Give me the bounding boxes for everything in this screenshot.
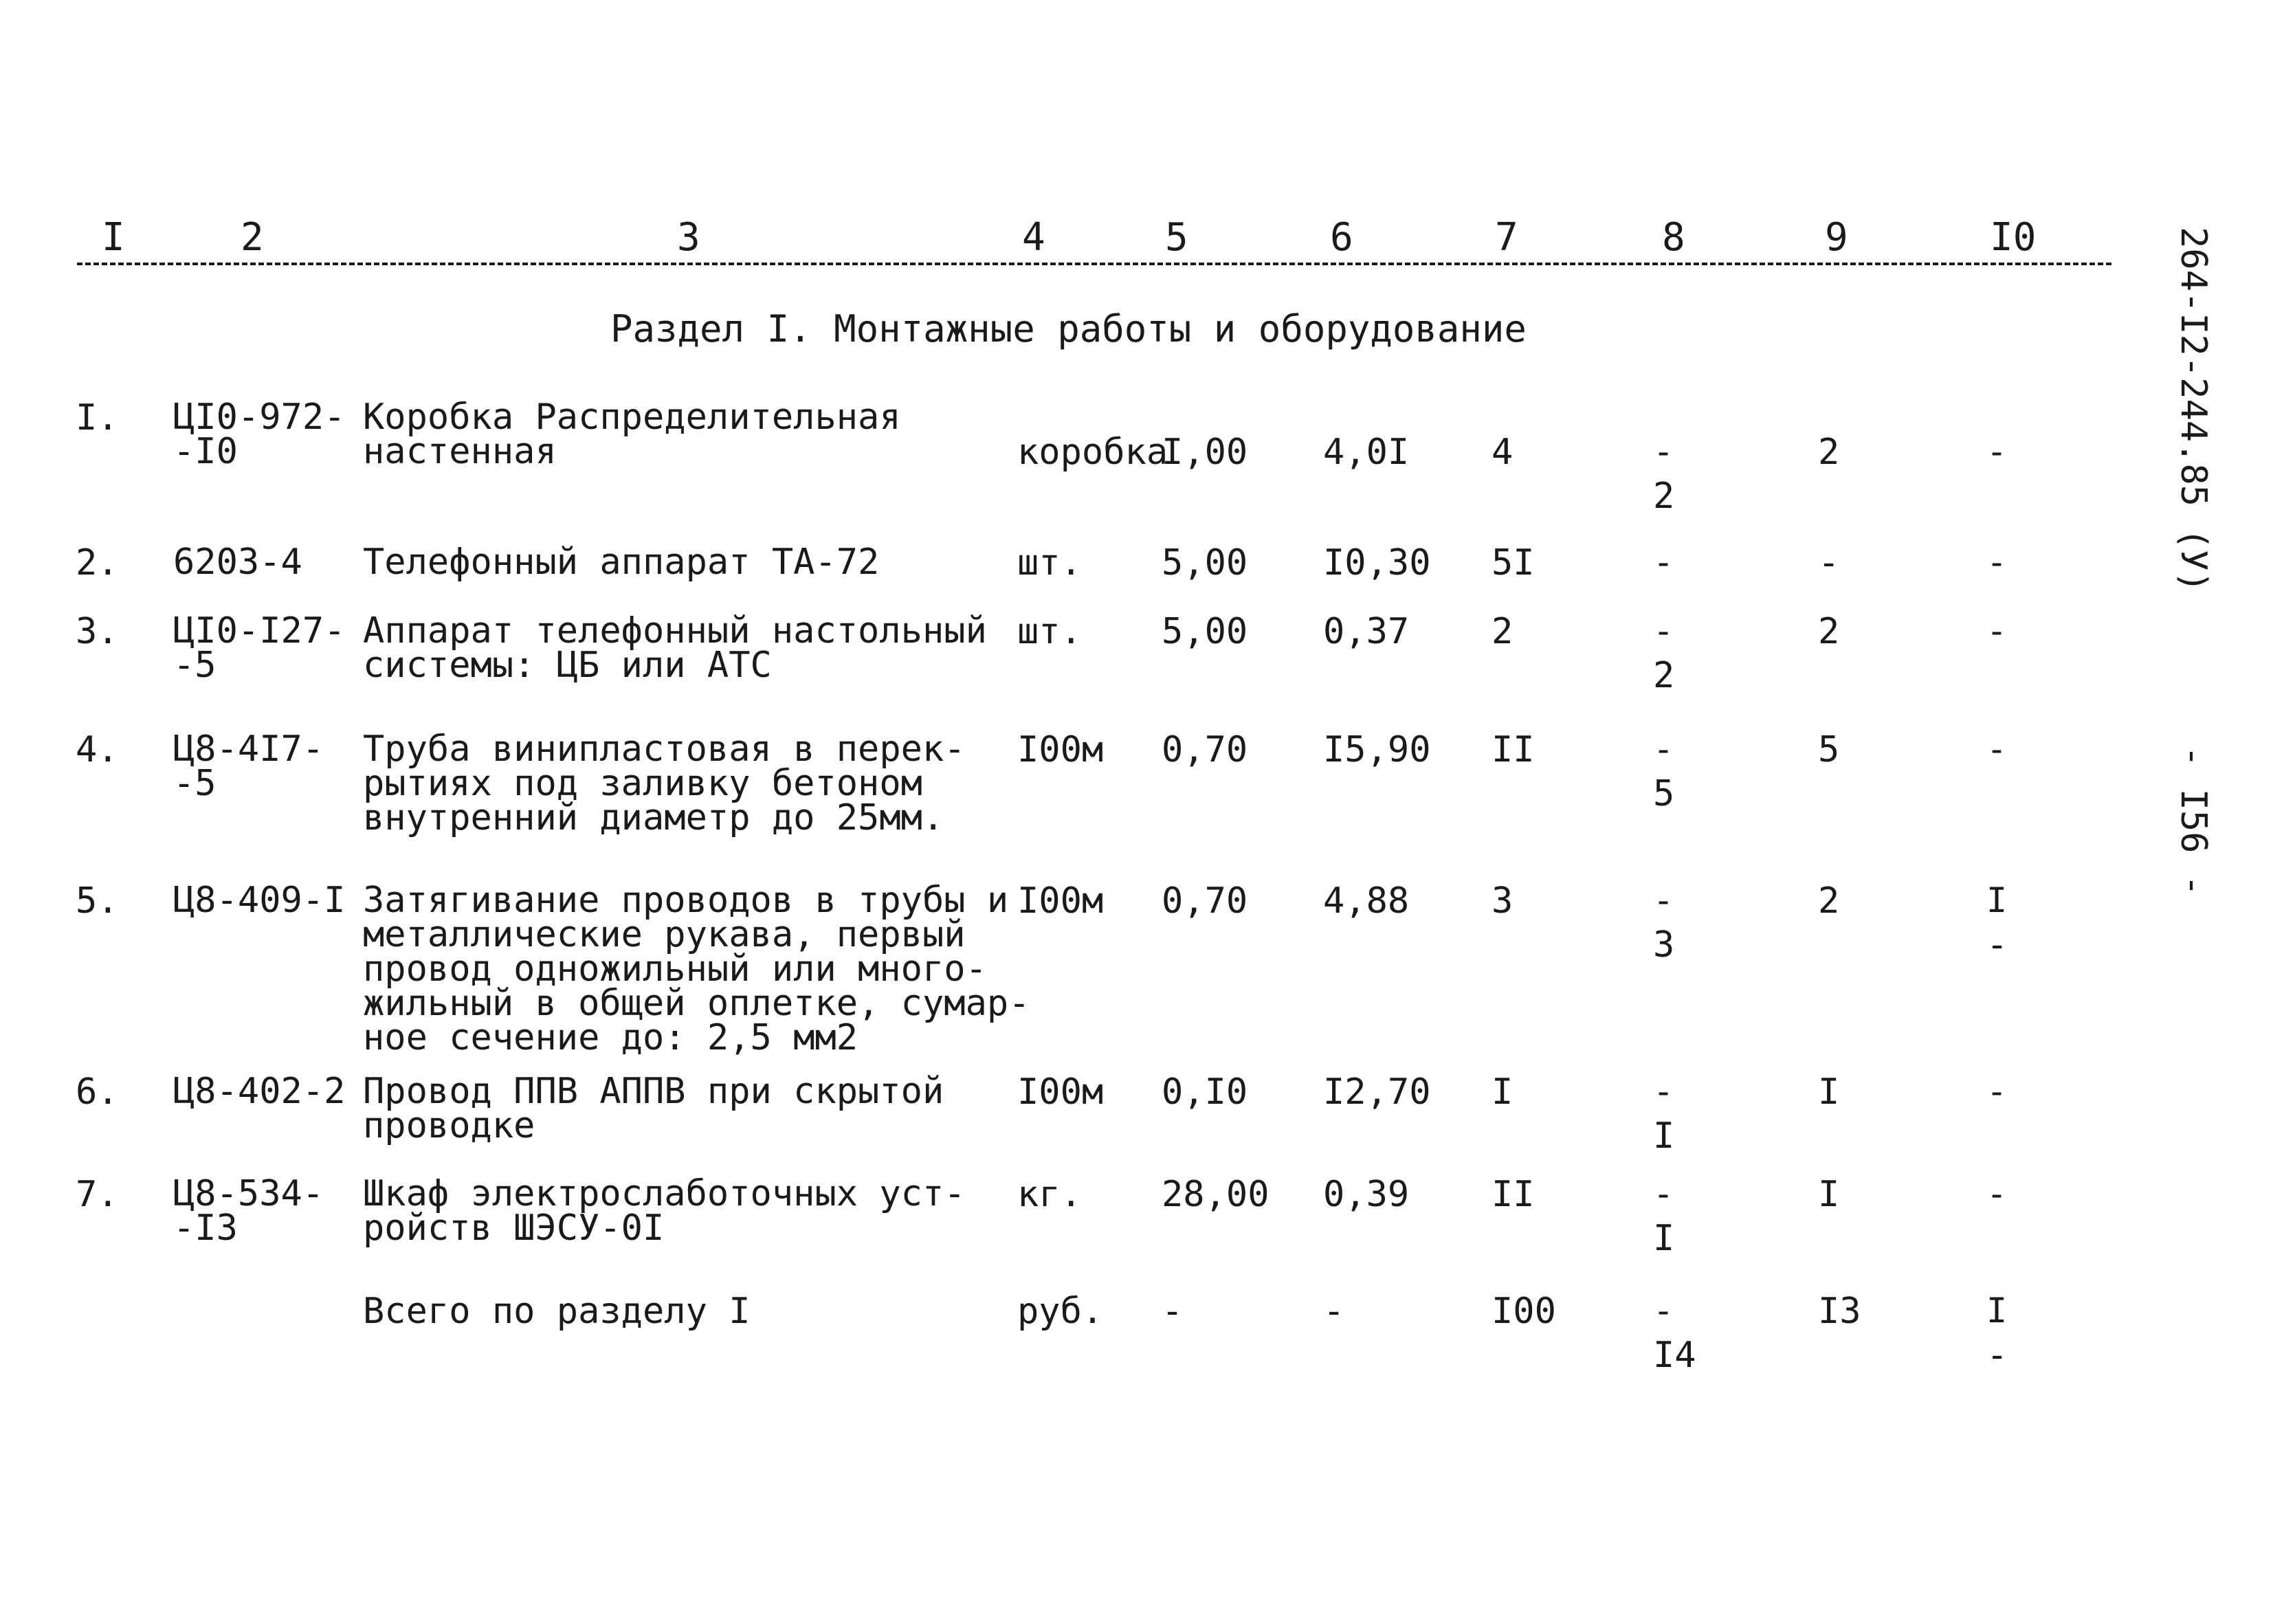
work-description-line: Провод ППВ АППВ при скрытой bbox=[363, 1071, 944, 1112]
work-description bbox=[363, 542, 880, 583]
column-8-value-numerator: - bbox=[1653, 542, 1674, 582]
column-8-value bbox=[1653, 1174, 1675, 1259]
work-description-line: Затягивание проводов в трубы и bbox=[363, 880, 1009, 921]
work-description bbox=[363, 728, 966, 838]
column-8-value bbox=[1653, 880, 1675, 966]
unit-of-measure: коробка bbox=[1017, 432, 1168, 473]
total-column-10 bbox=[1986, 1291, 2008, 1376]
estimate-code-line: -5 bbox=[173, 763, 217, 804]
column-header-9: 9 bbox=[1825, 215, 1848, 260]
estimate-code-line: Ц8-4I7- bbox=[173, 728, 324, 770]
column-10-value-numerator: - bbox=[1986, 542, 2008, 582]
work-description-line: рытиях под заливку бетоном bbox=[363, 763, 922, 804]
total-cost: 5I bbox=[1492, 542, 1535, 583]
work-description bbox=[363, 1173, 966, 1249]
unit-price: I5,90 bbox=[1323, 729, 1431, 770]
total-label: Всего по разделу I bbox=[363, 1291, 751, 1332]
row-number: 6. bbox=[76, 1071, 119, 1113]
total-cost: II bbox=[1492, 729, 1535, 770]
work-description-line: жильный в общей оплетке, сумар- bbox=[363, 983, 1030, 1024]
column-10-value-numerator: - bbox=[1986, 729, 2008, 769]
work-description-line: внутренний диаметр до 25мм. bbox=[363, 797, 944, 838]
column-9-value: 2 bbox=[1818, 432, 1840, 473]
work-description-line: Шкаф электрослаботочных уст- bbox=[363, 1173, 966, 1214]
estimate-code-line: -I3 bbox=[173, 1208, 238, 1249]
estimate-code-line: -5 bbox=[173, 645, 217, 686]
total-column-9: I3 bbox=[1818, 1291, 1861, 1332]
unit-price: 0,39 bbox=[1323, 1174, 1410, 1215]
total-quantity: - bbox=[1162, 1291, 1184, 1332]
column-10-value-numerator: - bbox=[1986, 432, 2008, 471]
column-8-value bbox=[1653, 432, 1675, 517]
column-9-value: I bbox=[1818, 1174, 1840, 1215]
total-column-8 bbox=[1653, 1291, 1696, 1376]
column-10-value bbox=[1986, 1071, 2008, 1111]
column-8-value-numerator: - bbox=[1653, 1174, 1674, 1214]
total-sum: I00 bbox=[1492, 1291, 1556, 1332]
work-description-line: ройств ШЭСУ-0I bbox=[363, 1208, 665, 1249]
work-description-line: металлические рукава, первый bbox=[363, 914, 966, 955]
unit-of-measure: кг. bbox=[1017, 1174, 1082, 1215]
work-description bbox=[363, 397, 901, 472]
row-number: 7. bbox=[76, 1174, 119, 1215]
column-header-3: 3 bbox=[677, 215, 700, 260]
quantity: 0,70 bbox=[1162, 880, 1248, 922]
total-cost: I bbox=[1492, 1071, 1514, 1113]
column-header-2: 2 bbox=[241, 215, 264, 260]
total-cost: 3 bbox=[1492, 880, 1514, 922]
column-header-8: 8 bbox=[1662, 215, 1685, 260]
column-10-value bbox=[1986, 1174, 2008, 1214]
estimate-code bbox=[173, 880, 346, 921]
unit-of-measure: I00м bbox=[1017, 729, 1104, 770]
total-column-8-numerator: - bbox=[1653, 1291, 1674, 1331]
column-8-value bbox=[1653, 611, 1675, 696]
quantity: 28,00 bbox=[1162, 1174, 1269, 1215]
total-cost: 4 bbox=[1492, 432, 1514, 473]
column-8-value-numerator: - bbox=[1653, 880, 1674, 920]
quantity: 5,00 bbox=[1162, 542, 1248, 583]
section-title: Раздел I. Монтажные работы и оборудование bbox=[610, 307, 1527, 351]
total-cost: 2 bbox=[1492, 611, 1514, 652]
column-8-value-numerator: - bbox=[1653, 1071, 1674, 1111]
estimate-code-line: 6203-4 bbox=[173, 542, 302, 583]
column-10-value bbox=[1986, 542, 2008, 582]
column-8-value bbox=[1653, 1071, 1675, 1157]
estimate-code bbox=[173, 1173, 324, 1249]
column-header-1: I bbox=[102, 215, 125, 260]
total-cost: II bbox=[1492, 1174, 1535, 1215]
column-10-value-numerator: - bbox=[1986, 1071, 2008, 1111]
estimate-code-line: -I0 bbox=[173, 431, 238, 472]
row-number: I. bbox=[76, 397, 119, 438]
column-8-value-numerator: - bbox=[1653, 611, 1674, 651]
row-number: 2. bbox=[76, 542, 119, 583]
work-description bbox=[363, 880, 1030, 1058]
total-column-10-denominator: - bbox=[1986, 1335, 2008, 1376]
work-description bbox=[363, 610, 987, 686]
column-9-value: I bbox=[1818, 1071, 1840, 1113]
column-header-5: 5 bbox=[1165, 215, 1188, 260]
quantity: 0,I0 bbox=[1162, 1071, 1248, 1113]
column-header-10: I0 bbox=[1990, 215, 2037, 260]
column-8-value-denominator: 2 bbox=[1653, 655, 1675, 696]
unit-price: I0,30 bbox=[1323, 542, 1431, 583]
column-9-value: - bbox=[1818, 542, 1840, 583]
work-description-line: Коробка Распределительная bbox=[363, 397, 901, 438]
column-8-value bbox=[1653, 542, 1674, 582]
estimate-code-line: Ц8-409-I bbox=[173, 880, 346, 921]
quantity: 0,70 bbox=[1162, 729, 1248, 770]
estimate-code-line: Ц8-534- bbox=[173, 1173, 324, 1214]
header-rule bbox=[77, 263, 2111, 265]
column-8-value-denominator: I bbox=[1653, 1115, 1675, 1157]
total-column-10-numerator: I bbox=[1986, 1291, 2008, 1331]
work-description-line: Труба винипластовая в перек- bbox=[363, 728, 966, 770]
unit-price: 0,37 bbox=[1323, 611, 1410, 652]
column-8-value-numerator: - bbox=[1653, 729, 1674, 769]
column-10-value bbox=[1986, 880, 2008, 966]
column-header-4: 4 bbox=[1022, 215, 1045, 260]
estimate-code bbox=[173, 542, 302, 583]
estimate-code bbox=[173, 610, 346, 686]
estimate-code bbox=[173, 728, 324, 804]
estimate-code-line: ЦI0-I27- bbox=[173, 610, 346, 652]
page-number: - I56 - bbox=[2173, 746, 2214, 897]
total-unit: руб. bbox=[1017, 1291, 1104, 1332]
column-header-7: 7 bbox=[1495, 215, 1518, 260]
estimate-code-line: ЦI0-972- bbox=[173, 397, 346, 438]
column-8-value bbox=[1653, 729, 1675, 814]
column-9-value: 2 bbox=[1818, 880, 1840, 922]
total-price: - bbox=[1323, 1291, 1345, 1332]
column-8-value-denominator: I bbox=[1653, 1218, 1675, 1259]
column-10-value bbox=[1986, 434, 2007, 469]
unit-price: 4,0I bbox=[1323, 432, 1410, 473]
column-9-value: 5 bbox=[1818, 729, 1840, 770]
work-description-line: системы: ЦБ или АТС bbox=[363, 645, 772, 686]
work-description-line: провод одножильный или много- bbox=[363, 948, 987, 990]
unit-price: 4,88 bbox=[1323, 880, 1410, 922]
unit-of-measure: I00м bbox=[1017, 880, 1104, 922]
row-number: 3. bbox=[76, 611, 119, 652]
quantity: I,00 bbox=[1162, 432, 1248, 473]
column-header-6: 6 bbox=[1330, 215, 1353, 260]
document-code: 264-I2-244.85 (У) bbox=[2173, 227, 2214, 593]
estimate-code bbox=[173, 1071, 346, 1112]
row-number: 4. bbox=[76, 729, 119, 770]
column-10-value-denominator: - bbox=[1986, 924, 2008, 966]
column-8-value-denominator: 3 bbox=[1653, 924, 1675, 966]
column-10-value-numerator: - bbox=[1986, 611, 2008, 651]
column-8-value-denominator: 5 bbox=[1653, 773, 1675, 814]
work-description-line: настенная bbox=[363, 431, 557, 472]
column-10-value bbox=[1986, 611, 2008, 651]
column-10-value bbox=[1986, 729, 2008, 769]
total-column-8-denominator: I4 bbox=[1653, 1335, 1696, 1376]
row-number: 5. bbox=[76, 880, 119, 922]
column-10-value-numerator: - bbox=[1986, 1174, 2008, 1214]
unit-of-measure: I00м bbox=[1017, 1071, 1104, 1113]
unit-of-measure: шт. bbox=[1017, 542, 1082, 583]
work-description-line: ное сечение до: 2,5 мм2 bbox=[363, 1017, 858, 1058]
column-8-value-denominator: 2 bbox=[1653, 476, 1675, 517]
work-description-line: Аппарат телефонный настольный bbox=[363, 610, 987, 652]
work-description-line: проводке bbox=[363, 1105, 535, 1146]
estimate-code-line: Ц8-402-2 bbox=[173, 1071, 346, 1112]
column-8-value-numerator: - bbox=[1653, 432, 1674, 471]
column-9-value: 2 bbox=[1818, 611, 1840, 652]
work-description bbox=[363, 1071, 944, 1146]
quantity: 5,00 bbox=[1162, 611, 1248, 652]
unit-of-measure: шт. bbox=[1017, 611, 1082, 652]
column-10-value-numerator: I bbox=[1986, 880, 2008, 920]
work-description-line: Телефонный аппарат ТА-72 bbox=[363, 542, 880, 583]
estimate-code bbox=[173, 397, 346, 472]
unit-price: I2,70 bbox=[1323, 1071, 1431, 1113]
